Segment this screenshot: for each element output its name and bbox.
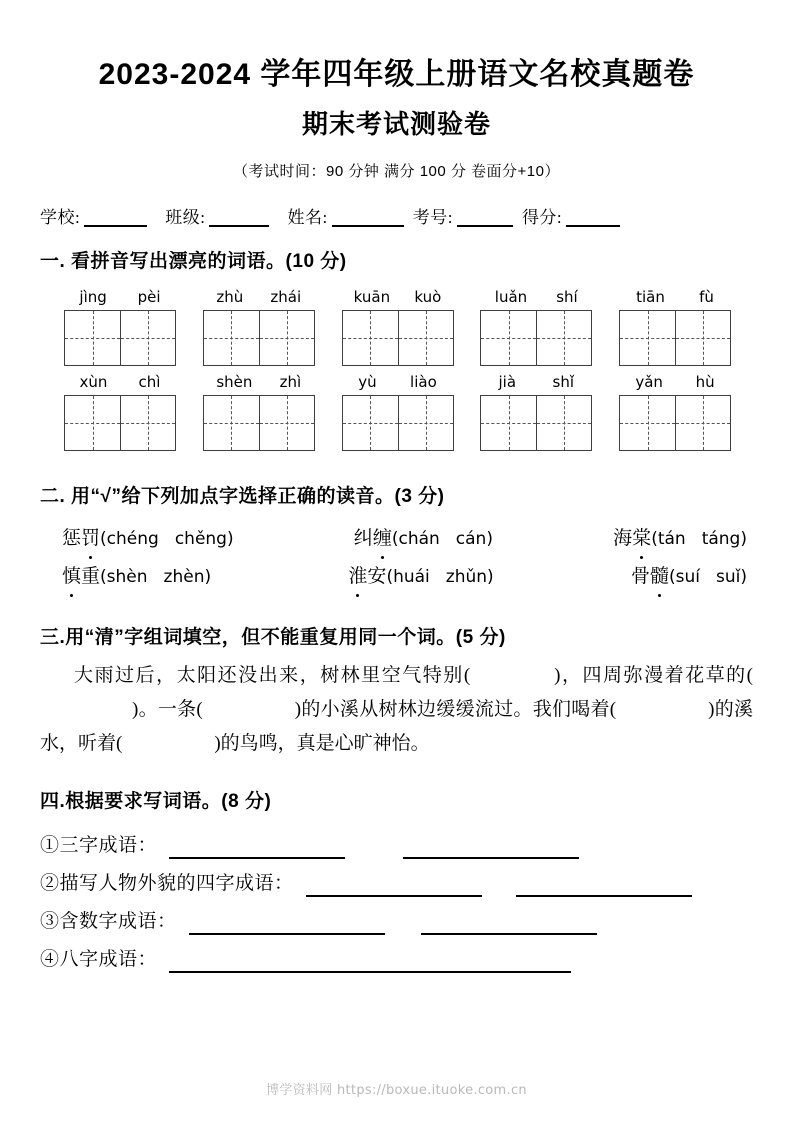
answer-line[interactable]	[516, 878, 692, 897]
pinyin-pair	[619, 372, 731, 393]
pinyin-syllable: jià	[498, 373, 517, 391]
section-four-heading: 四.根据要求写词语。(8 分)	[40, 791, 272, 813]
pronunciation-choice-exercise	[40, 508, 753, 596]
pinyin-option[interactable]: tán	[657, 529, 686, 549]
name-field[interactable]	[287, 203, 407, 228]
tianzige-cell[interactable]	[65, 311, 120, 365]
score-label: 得分:	[521, 208, 563, 227]
tianzige-box[interactable]	[203, 395, 315, 451]
fill-in-paragraph-exercise	[40, 649, 753, 760]
tianzige-box[interactable]	[619, 395, 731, 451]
tianzige-box[interactable]	[480, 310, 592, 366]
item-label: ①三字成语：	[40, 835, 158, 857]
pinyin-grid-group[interactable]	[64, 372, 176, 451]
tianzige-cell[interactable]	[481, 311, 536, 365]
pinyin-option[interactable]: chěng	[174, 529, 227, 549]
write-words-item-3	[40, 897, 753, 935]
word-char: 骨	[630, 566, 650, 587]
tianzige-cell[interactable]	[204, 396, 259, 450]
pinyin-syllable: xùn	[79, 373, 108, 391]
pinyin-syllable: liào	[410, 373, 437, 391]
word-char: 重	[81, 566, 101, 587]
pronunciation-choice-row-2	[40, 558, 753, 596]
pinyin-grid-group[interactable]	[203, 372, 315, 451]
pinyin-pair	[64, 372, 176, 393]
fill-in-paragraph	[40, 659, 753, 760]
paragraph-text: )。一条(	[132, 698, 203, 720]
tianzige-cell[interactable]	[120, 396, 175, 450]
write-words-item-1	[40, 821, 753, 859]
pinyin-grid-group[interactable]	[203, 287, 315, 366]
exam-number-input-blank[interactable]	[457, 210, 513, 227]
tianzige-box[interactable]	[64, 310, 176, 366]
pinyin-pair	[203, 287, 315, 308]
word-char-dotted: 罚	[81, 520, 100, 558]
tianzige-cell[interactable]	[675, 396, 730, 450]
tianzige-cell[interactable]	[398, 396, 453, 450]
name-label: 姓名:	[287, 208, 328, 227]
pronunciation-choice-item[interactable]	[62, 558, 211, 596]
pronunciation-choice-row-1	[40, 520, 753, 558]
school-field[interactable]	[40, 203, 151, 228]
section-one-heading: 一. 看拼音写出漂亮的词语。(10 分)	[40, 251, 347, 272]
item-label: ②描写人物外貌的四字成语：	[40, 873, 294, 895]
pinyin-syllable: shèn	[216, 373, 253, 391]
pinyin-option[interactable]: zhèn	[163, 567, 205, 587]
word-char: 安	[367, 566, 387, 587]
page-title: 2023-2024 学年四年级上册语文名校真题卷	[98, 58, 695, 91]
write-words-item-2	[40, 859, 753, 897]
score-field[interactable]	[522, 203, 624, 228]
pinyin-option[interactable]: chéng	[106, 529, 159, 549]
pinyin-grid-group[interactable]	[480, 372, 592, 451]
pinyin-grid-group[interactable]	[64, 287, 176, 366]
word-char: 惩	[62, 528, 82, 549]
exam-number-label: 考号:	[412, 208, 453, 227]
paragraph-text: )的鸟鸣，真是心旷神怡。	[214, 732, 430, 754]
pinyin-syllable: jìng	[79, 288, 107, 306]
write-words-item-4	[40, 935, 753, 973]
pronunciation-choice-item[interactable]	[348, 558, 493, 596]
tianzige-cell[interactable]	[259, 396, 314, 450]
pinyin-syllable: shí	[556, 288, 578, 306]
pinyin-syllable: zhì	[279, 373, 302, 391]
tianzige-cell[interactable]	[343, 311, 398, 365]
pinyin-syllable: yǎn	[635, 373, 663, 391]
pinyin-grid-row-1	[40, 287, 753, 366]
pinyin-syllable: kuò	[414, 288, 442, 306]
pinyin-syllable: zhù	[216, 288, 244, 306]
pinyin-option[interactable]: shèn	[106, 567, 148, 587]
pinyin-option[interactable]: chán	[398, 529, 440, 549]
pinyin-options[interactable]: (shèn zhèn)	[100, 567, 212, 587]
pinyin-option[interactable]: zhǔn	[445, 567, 488, 587]
pinyin-pair	[342, 372, 454, 393]
paragraph-text: 大雨过后，太阳还没出来，树林里空气特别(	[74, 665, 471, 686]
pinyin-pair	[64, 287, 176, 308]
tianzige-cell[interactable]	[620, 396, 675, 450]
paragraph-text: )的小溪从树林边缓缓流过。我们喝着(	[294, 698, 617, 720]
tianzige-cell[interactable]	[481, 396, 536, 450]
tianzige-cell[interactable]	[398, 311, 453, 365]
word-char-dotted: 淮	[348, 558, 367, 596]
class-input-blank[interactable]	[209, 210, 269, 227]
exam-info-note: （考试时间：90 分钟 满分 100 分 卷面分+10）	[233, 163, 560, 180]
answer-line[interactable]	[189, 916, 385, 935]
pinyin-options[interactable]: (chán cán)	[391, 529, 493, 549]
tianzige-cell[interactable]	[120, 311, 175, 365]
pinyin-options[interactable]: (suí suǐ)	[668, 567, 747, 587]
pinyin-syllable: zhái	[270, 288, 302, 306]
pronunciation-choice-item[interactable]	[631, 558, 747, 596]
tianzige-box[interactable]	[480, 395, 592, 451]
tianzige-box[interactable]	[64, 395, 176, 451]
word-char-dotted: 缠	[373, 520, 392, 558]
answer-line[interactable]	[169, 954, 571, 973]
item-label: ③含数字成语：	[40, 911, 177, 933]
word-char: 纠	[353, 528, 373, 549]
section-two-heading: 二. 用“√”给下列加点字选择正确的读音。(3 分)	[40, 486, 445, 507]
tianzige-box[interactable]	[203, 310, 315, 366]
class-label: 班级:	[165, 208, 206, 227]
pinyin-options[interactable]: (chéng chěng)	[100, 529, 234, 549]
pinyin-syllable: pèi	[137, 288, 161, 306]
pinyin-pair	[480, 287, 592, 308]
pinyin-syllable: shǐ	[552, 373, 574, 391]
pinyin-grid-group[interactable]	[342, 287, 454, 366]
pronunciation-choice-item[interactable]	[354, 520, 493, 558]
word-char-dotted: 慎	[62, 558, 81, 596]
tianzige-cell[interactable]	[65, 396, 120, 450]
answer-line[interactable]	[169, 840, 345, 859]
section-three-heading: 三.用“清”字组词填空，但不能重复用同一个词。(5 分)	[40, 627, 506, 648]
word-char: 海	[613, 528, 633, 549]
tianzige-cell[interactable]	[343, 396, 398, 450]
tianzige-box[interactable]	[619, 310, 731, 366]
pinyin-syllable: luǎn	[494, 288, 528, 306]
pinyin-syllable: fù	[699, 288, 714, 306]
pronunciation-choice-item[interactable]	[613, 520, 747, 558]
name-input-blank[interactable]	[332, 210, 404, 227]
answer-line[interactable]	[306, 878, 482, 897]
tianzige-cell[interactable]	[259, 311, 314, 365]
school-label: 学校:	[40, 208, 81, 227]
school-input-blank[interactable]	[84, 210, 147, 227]
pinyin-option[interactable]: cán	[455, 529, 487, 549]
item-label: ④八字成语：	[40, 949, 158, 971]
tianzige-box[interactable]	[342, 310, 454, 366]
pinyin-pair	[480, 372, 592, 393]
class-field[interactable]	[165, 203, 273, 228]
pinyin-grid-group[interactable]	[480, 287, 592, 366]
word-char-dotted: 髓	[650, 558, 669, 596]
page-subtitle: 期末考试测验卷	[301, 108, 491, 139]
pinyin-grid-group[interactable]	[619, 287, 731, 366]
pinyin-pair	[203, 372, 315, 393]
pinyin-grid-group[interactable]	[342, 372, 454, 451]
pinyin-syllable: yù	[358, 373, 377, 391]
paragraph-text: )，四周弥漫着花草的(	[554, 665, 753, 686]
pronunciation-choice-item[interactable]	[62, 520, 234, 558]
pinyin-grid-row-2	[40, 372, 753, 451]
exam-number-field[interactable]	[413, 203, 517, 228]
pinyin-syllable: chì	[138, 373, 161, 391]
answer-line[interactable]	[421, 916, 597, 935]
pinyin-syllable: hù	[695, 373, 715, 391]
tianzige-cell[interactable]	[620, 311, 675, 365]
pinyin-grid-group[interactable]	[619, 372, 731, 451]
tianzige-cell[interactable]	[536, 396, 591, 450]
score-input-blank[interactable]	[566, 210, 620, 227]
answer-line[interactable]	[403, 840, 579, 859]
pinyin-syllable: kuān	[353, 288, 391, 306]
paragraph-text: )的溪水，听着(	[40, 698, 754, 754]
pinyin-option[interactable]: suǐ	[715, 567, 741, 587]
pinyin-option[interactable]: táng	[701, 529, 741, 549]
pinyin-grid-exercise	[40, 273, 753, 451]
write-words-exercise	[40, 813, 753, 973]
tianzige-box[interactable]	[342, 395, 454, 451]
watermark: 博学资料网 https://boxue.ituoke.com.cn	[266, 1083, 527, 1098]
pinyin-option[interactable]: suí	[675, 567, 700, 587]
student-info-line	[40, 181, 753, 228]
tianzige-cell[interactable]	[675, 311, 730, 365]
pinyin-syllable: tiān	[636, 288, 665, 306]
pinyin-options[interactable]: (tán táng)	[651, 529, 747, 549]
pinyin-pair	[342, 287, 454, 308]
tianzige-cell[interactable]	[536, 311, 591, 365]
word-char-dotted: 棠	[632, 520, 651, 558]
pinyin-options[interactable]: (huái zhǔn)	[386, 567, 494, 587]
pinyin-option[interactable]: huái	[393, 567, 430, 587]
pinyin-pair	[619, 287, 731, 308]
tianzige-cell[interactable]	[204, 311, 259, 365]
